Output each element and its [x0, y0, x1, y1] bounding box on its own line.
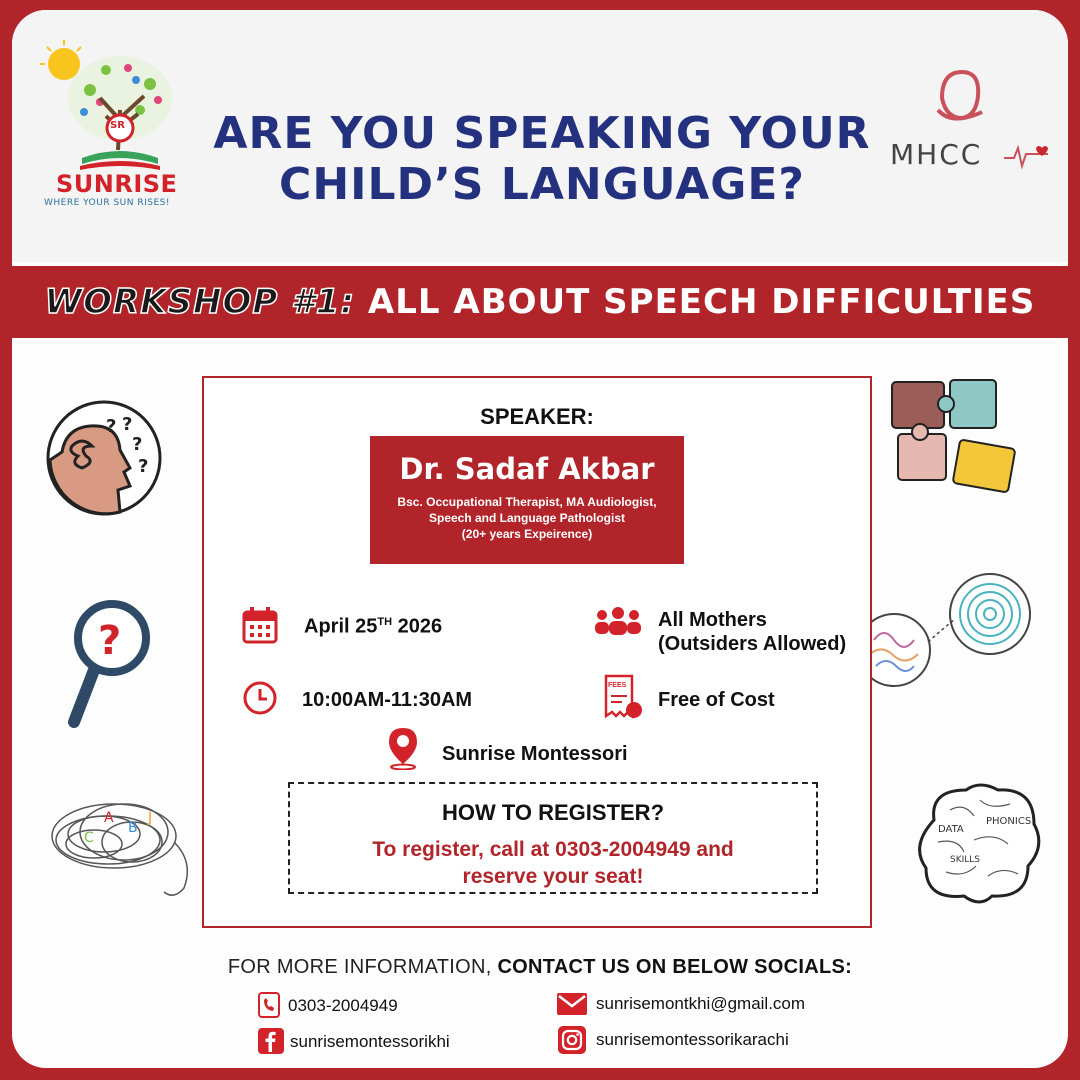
question-head-icon: [44, 398, 164, 518]
footer-title: [12, 956, 1068, 979]
calendar-icon: [242, 606, 278, 649]
event-time: 10:00AM-11:30AM: [302, 689, 473, 711]
fees-icon: [602, 674, 644, 725]
sunrise-wordmark: SUNRISE: [56, 170, 178, 198]
spiral-thought-icon: [850, 570, 1050, 710]
footer-title-bold: CONTACT US ON BELOW SOCIALS:: [497, 956, 853, 978]
event-date-day: April 25: [304, 615, 378, 638]
magnifier-question-icon: [64, 596, 154, 730]
contact-email[interactable]: sunrisemontkhi@gmail.com: [596, 994, 806, 1013]
footer-title-light: FOR MORE INFORMATION,: [227, 956, 498, 978]
facebook-icon: [258, 1028, 284, 1059]
workshop-band: [12, 266, 1068, 338]
register-text: [290, 836, 816, 890]
event-date-year: 2026: [392, 615, 443, 638]
tangled-thoughts-icon: [44, 792, 204, 902]
register-box: [288, 782, 818, 894]
event-audience-line-1: All Mothers: [658, 609, 767, 631]
svg-text:DATA: DATA: [938, 824, 964, 835]
sunrise-monogram: SR: [110, 120, 125, 131]
svg-text:SKILLS: SKILLS: [950, 855, 981, 865]
speaker-cred-line-2: Speech and Language Pathologist: [428, 511, 626, 525]
svg-text:?: ?: [122, 414, 133, 435]
event-audience: [658, 608, 846, 656]
mail-icon: [556, 992, 588, 1021]
speaker-credentials: [370, 494, 684, 542]
speaker-name: Dr. Sadaf Akbar: [399, 452, 655, 486]
sunrise-tagline: WHERE YOUR SUN RISES!: [44, 198, 170, 208]
event-audience-line-2: (Outsiders Allowed): [658, 633, 847, 655]
workshop-topic: ALL ABOUT SPEECH DIFFICULTIES: [367, 282, 1036, 322]
clock-icon: [242, 680, 278, 721]
svg-text:?: ?: [98, 618, 122, 664]
phone-icon: [258, 992, 280, 1023]
brain-words-icon: [910, 780, 1048, 910]
speaker-cred-line-3: (20+ years Expeirence): [461, 527, 593, 541]
svg-text:?: ?: [138, 456, 149, 477]
fees-icon-label: FEES: [608, 682, 627, 689]
svg-text:?: ?: [106, 416, 117, 437]
event-venue: Sunrise Montessori: [442, 743, 628, 765]
header-area: [12, 10, 1068, 262]
contact-instagram[interactable]: sunrisemontessorikarachi: [596, 1030, 789, 1049]
location-pin-icon: [386, 726, 420, 775]
register-text-line-1: To register, call at 0303-2004949 and: [372, 838, 734, 861]
puzzle-icon: [886, 372, 1026, 502]
people-icon: [592, 606, 644, 641]
event-date-suffix: TH: [377, 616, 393, 628]
register-text-line-2: reserve your seat!: [462, 865, 644, 888]
register-title: HOW TO REGISTER?: [441, 800, 665, 825]
page-title-line-2: CHILD’S LANGUAGE?: [279, 159, 805, 210]
instagram-icon: [558, 1026, 586, 1059]
mhcc-wordmark: MHCC: [890, 138, 983, 171]
speaker-label: SPEAKER:: [480, 404, 594, 429]
svg-text:J: J: [148, 810, 153, 826]
page-title-line-1: ARE YOU SPEAKING YOUR: [213, 108, 871, 159]
svg-text:C: C: [84, 830, 94, 846]
page-title: [162, 108, 922, 210]
svg-text:A: A: [104, 810, 114, 826]
svg-text:PHONICS: PHONICS: [986, 816, 1032, 827]
event-fees: Free of Cost: [658, 689, 775, 711]
svg-text:B: B: [128, 820, 138, 836]
contact-phone[interactable]: 0303-2004949: [288, 996, 398, 1015]
contact-facebook[interactable]: sunrisemontessorikhi: [290, 1032, 450, 1051]
mhcc-logo: [882, 66, 1052, 176]
workshop-title: [12, 266, 1068, 338]
speaker-box: [370, 436, 684, 564]
workshop-number: WORKSHOP #1:: [44, 282, 356, 322]
event-date: [304, 610, 442, 639]
speaker-cred-line-1: Bsc. Occupational Therapist, MA Audiologist,: [397, 495, 657, 509]
poster-frame: [12, 10, 1068, 1068]
svg-text:?: ?: [132, 434, 143, 455]
event-card: [202, 376, 872, 928]
